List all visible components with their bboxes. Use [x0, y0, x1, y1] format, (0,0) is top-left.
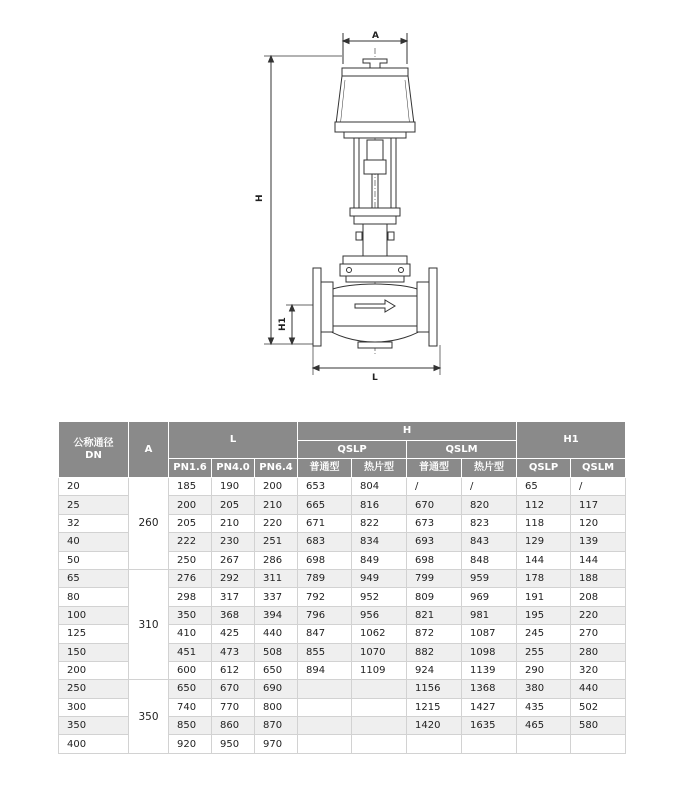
cell-qslm-n: 698 — [407, 551, 462, 569]
cell-qslp-n: 789 — [298, 569, 352, 587]
table-row — [59, 478, 626, 496]
cell-qslm-h: 1098 — [462, 643, 517, 661]
cell-qslm-n: 1215 — [407, 698, 462, 716]
cell-pn40: 473 — [212, 643, 255, 661]
cell-pn40: 368 — [212, 606, 255, 624]
cell-qslm-h: 969 — [462, 588, 517, 606]
cell-h1p: 435 — [517, 698, 571, 716]
right-flange — [417, 268, 437, 346]
cell-dn: 25 — [59, 496, 129, 514]
cell-pn16: 222 — [169, 533, 212, 551]
cell-qslm-h: 1139 — [462, 661, 517, 679]
cell-qslp-h — [352, 735, 407, 753]
label-a: A — [372, 31, 379, 41]
cell-dn: 200 — [59, 661, 129, 679]
cell-dn: 100 — [59, 606, 129, 624]
header-qslp: QSLP — [298, 441, 407, 459]
header-dn: 公称通径 DN — [59, 422, 129, 478]
label-l: L — [372, 373, 378, 383]
header-h1: H1 — [517, 422, 626, 459]
cell-qslm-h: 1427 — [462, 698, 517, 716]
cell-pn64: 337 — [255, 588, 298, 606]
cell-pn40: 425 — [212, 625, 255, 643]
cell-pn64: 508 — [255, 643, 298, 661]
cell-dn: 40 — [59, 533, 129, 551]
cell-dn: 350 — [59, 717, 129, 735]
cell-pn40: 205 — [212, 496, 255, 514]
cell-qslp-h: 834 — [352, 533, 407, 551]
cell-qslp-n: 796 — [298, 606, 352, 624]
cell-h1p: 191 — [517, 588, 571, 606]
cell-h1m: 320 — [571, 661, 626, 679]
cell-h1m: 144 — [571, 551, 626, 569]
cell-a: 260 — [129, 478, 169, 570]
cell-qslp-h: 1070 — [352, 643, 407, 661]
dimension-l — [313, 345, 440, 375]
cell-h1m: 139 — [571, 533, 626, 551]
cell-pn40: 292 — [212, 569, 255, 587]
table-row — [59, 569, 626, 587]
cell-qslm-n — [407, 735, 462, 753]
header-qslp-normal: 普通型 — [298, 459, 352, 478]
cell-h1m: 440 — [571, 680, 626, 698]
cell-qslp-h — [352, 680, 407, 698]
cell-qslp-h: 956 — [352, 606, 407, 624]
cell-pn64: 210 — [255, 496, 298, 514]
cell-qslm-h: 820 — [462, 496, 517, 514]
cell-h1m: / — [571, 478, 626, 496]
cell-qslp-h: 849 — [352, 551, 407, 569]
cell-pn64: 311 — [255, 569, 298, 587]
cell-qslp-h: 804 — [352, 478, 407, 496]
cell-pn40: 210 — [212, 514, 255, 532]
cell-dn: 300 — [59, 698, 129, 716]
header-h1-qslm: QSLM — [571, 459, 626, 478]
cell-h1p: 290 — [517, 661, 571, 679]
dimension-table — [58, 421, 626, 754]
cell-h1p: 465 — [517, 717, 571, 735]
header-pn40: PN4.0 — [212, 459, 255, 478]
cell-a: 310 — [129, 569, 169, 679]
cell-h1m: 502 — [571, 698, 626, 716]
header-h: H — [298, 422, 517, 441]
cell-qslp-h: 816 — [352, 496, 407, 514]
cell-pn16: 451 — [169, 643, 212, 661]
cell-qslm-h: 1368 — [462, 680, 517, 698]
cell-qslm-n: 809 — [407, 588, 462, 606]
cell-pn64: 220 — [255, 514, 298, 532]
cell-qslp-n — [298, 680, 352, 698]
cell-h1p: 255 — [517, 643, 571, 661]
cell-qslp-n: 671 — [298, 514, 352, 532]
cell-h1p: 65 — [517, 478, 571, 496]
cell-pn64: 440 — [255, 625, 298, 643]
cell-qslm-n: / — [407, 478, 462, 496]
cell-qslp-n: 792 — [298, 588, 352, 606]
cell-pn16: 250 — [169, 551, 212, 569]
cell-h1m: 280 — [571, 643, 626, 661]
cell-h1p: 245 — [517, 625, 571, 643]
cell-dn: 400 — [59, 735, 129, 753]
cell-qslm-n: 1420 — [407, 717, 462, 735]
label-h1: H1 — [278, 317, 288, 331]
cell-qslp-h: 1062 — [352, 625, 407, 643]
cell-pn16: 650 — [169, 680, 212, 698]
cell-pn16: 298 — [169, 588, 212, 606]
header-qslm-normal: 普通型 — [407, 459, 462, 478]
cell-pn40: 670 — [212, 680, 255, 698]
cell-qslm-h: 843 — [462, 533, 517, 551]
cell-qslp-h: 1109 — [352, 661, 407, 679]
header-qslm-heat: 热片型 — [462, 459, 517, 478]
cell-pn64: 286 — [255, 551, 298, 569]
cell-qslp-h — [352, 698, 407, 716]
cell-qslp-n: 683 — [298, 533, 352, 551]
cell-qslp-n: 894 — [298, 661, 352, 679]
cell-qslm-h: 823 — [462, 514, 517, 532]
cell-qslp-n — [298, 717, 352, 735]
cell-qslp-h: 952 — [352, 588, 407, 606]
header-l: L — [169, 422, 298, 459]
cell-dn: 50 — [59, 551, 129, 569]
valve-bonnet — [340, 256, 410, 282]
cell-h1p: 380 — [517, 680, 571, 698]
cell-pn40: 950 — [212, 735, 255, 753]
cell-pn40: 267 — [212, 551, 255, 569]
cell-pn16: 350 — [169, 606, 212, 624]
cell-h1m: 120 — [571, 514, 626, 532]
cell-h1m: 220 — [571, 606, 626, 624]
cell-dn: 125 — [59, 625, 129, 643]
cell-h1m: 580 — [571, 717, 626, 735]
cell-h1p: 144 — [517, 551, 571, 569]
cell-pn16: 740 — [169, 698, 212, 716]
header-pn16: PN1.6 — [169, 459, 212, 478]
cell-qslp-n — [298, 735, 352, 753]
cell-pn16: 920 — [169, 735, 212, 753]
header-pn64: PN6.4 — [255, 459, 298, 478]
cell-qslm-n: 924 — [407, 661, 462, 679]
table-row — [59, 680, 626, 698]
cell-pn16: 410 — [169, 625, 212, 643]
valve-body — [322, 284, 428, 348]
cell-qslp-n — [298, 698, 352, 716]
cell-pn16: 276 — [169, 569, 212, 587]
cell-qslp-n: 847 — [298, 625, 352, 643]
cell-qslm-h: / — [462, 478, 517, 496]
cell-dn: 80 — [59, 588, 129, 606]
cell-pn40: 230 — [212, 533, 255, 551]
cell-qslm-h: 959 — [462, 569, 517, 587]
cell-qslm-n: 693 — [407, 533, 462, 551]
cell-pn40: 770 — [212, 698, 255, 716]
cell-qslm-n: 670 — [407, 496, 462, 514]
cell-qslp-n: 698 — [298, 551, 352, 569]
cell-pn16: 200 — [169, 496, 212, 514]
cell-pn64: 394 — [255, 606, 298, 624]
cell-qslm-h — [462, 735, 517, 753]
cell-qslm-n: 821 — [407, 606, 462, 624]
cell-qslp-h — [352, 717, 407, 735]
cell-qslm-h: 1635 — [462, 717, 517, 735]
cell-h1p: 195 — [517, 606, 571, 624]
cell-dn: 65 — [59, 569, 129, 587]
header-h1-qslp: QSLP — [517, 459, 571, 478]
cell-qslm-n: 673 — [407, 514, 462, 532]
cell-qslm-h: 981 — [462, 606, 517, 624]
cell-qslm-n: 872 — [407, 625, 462, 643]
cell-pn40: 190 — [212, 478, 255, 496]
cell-qslm-h: 848 — [462, 551, 517, 569]
cell-h1p: 118 — [517, 514, 571, 532]
cell-qslm-h: 1087 — [462, 625, 517, 643]
cell-pn64: 870 — [255, 717, 298, 735]
cell-pn16: 205 — [169, 514, 212, 532]
left-flange — [313, 268, 333, 346]
cell-pn16: 850 — [169, 717, 212, 735]
cell-h1m: 208 — [571, 588, 626, 606]
cell-qslp-n: 653 — [298, 478, 352, 496]
cell-pn64: 970 — [255, 735, 298, 753]
cell-pn16: 185 — [169, 478, 212, 496]
cell-qslm-n: 799 — [407, 569, 462, 587]
cell-pn64: 690 — [255, 680, 298, 698]
header-qslm: QSLM — [407, 441, 517, 459]
cell-qslp-h: 949 — [352, 569, 407, 587]
cell-pn40: 612 — [212, 661, 255, 679]
header-a: A — [129, 422, 169, 478]
cell-qslp-n: 665 — [298, 496, 352, 514]
cell-qslp-h: 822 — [352, 514, 407, 532]
cell-pn16: 600 — [169, 661, 212, 679]
cell-qslp-n: 855 — [298, 643, 352, 661]
cell-a: 350 — [129, 680, 169, 754]
cell-h1p: 178 — [517, 569, 571, 587]
header-qslp-heat: 热片型 — [352, 459, 407, 478]
cell-h1m: 117 — [571, 496, 626, 514]
cell-dn: 32 — [59, 514, 129, 532]
cell-pn64: 251 — [255, 533, 298, 551]
cell-pn64: 800 — [255, 698, 298, 716]
cell-dn: 150 — [59, 643, 129, 661]
cell-h1p: 129 — [517, 533, 571, 551]
cell-pn64: 200 — [255, 478, 298, 496]
cell-h1m: 188 — [571, 569, 626, 587]
cell-h1p: 112 — [517, 496, 571, 514]
cell-pn64: 650 — [255, 661, 298, 679]
valve-dimension-drawing — [0, 0, 674, 400]
cell-h1m: 270 — [571, 625, 626, 643]
electric-actuator — [335, 59, 415, 138]
cell-qslm-n: 882 — [407, 643, 462, 661]
table-body — [59, 478, 626, 754]
label-h: H — [255, 194, 265, 202]
cell-dn: 20 — [59, 478, 129, 496]
cell-dn: 250 — [59, 680, 129, 698]
cell-qslm-n: 1156 — [407, 680, 462, 698]
cell-h1p — [517, 735, 571, 753]
cell-pn40: 317 — [212, 588, 255, 606]
cell-h1m — [571, 735, 626, 753]
cell-pn40: 860 — [212, 717, 255, 735]
